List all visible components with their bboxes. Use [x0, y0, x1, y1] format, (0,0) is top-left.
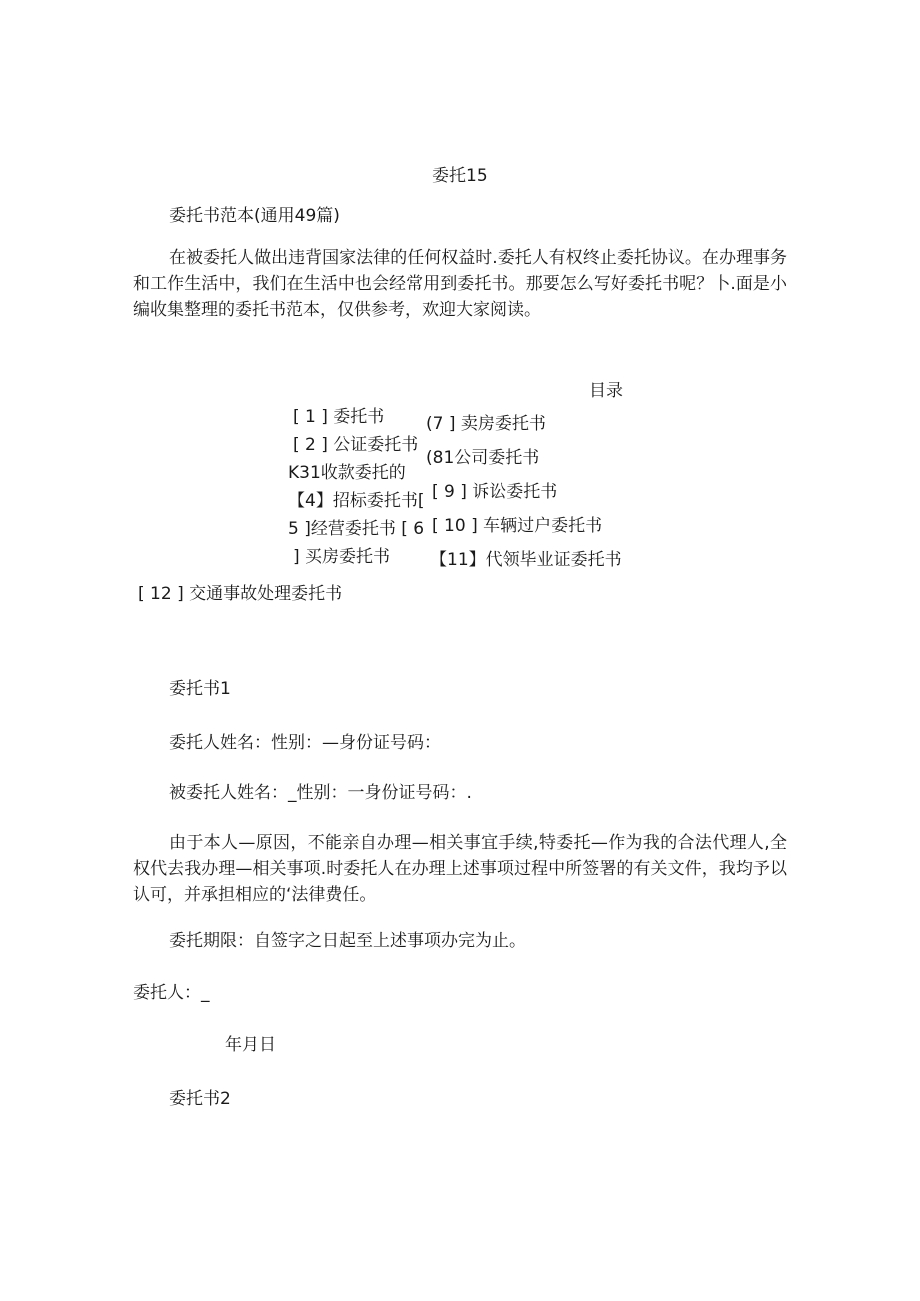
- agent-info-line: 被委托人姓名：_性别：一身份证号码：.: [169, 783, 472, 803]
- page-header: 委托15: [432, 166, 488, 186]
- toc-item[interactable]: (7 ] 卖房委托书: [426, 414, 546, 434]
- document-subtitle: 委托书范本(通用49篇): [169, 206, 340, 226]
- entrustment-body-paragraph: 由于本人—原因，不能亲自办理—相关事宜手续,特委托—作为我的合法代理人,全权代去我办理—相关事项.时委托人在办理上述事项过程中所签署的有关文件，我均予以认可，并承担相应的‘法律费任。: [133, 833, 787, 905]
- toc-item[interactable]: [ 1 ] 委托书: [293, 407, 385, 427]
- section-heading: 委托书1: [169, 679, 231, 699]
- principal-info-line: 委托人姓名：性别：—身份证号码：: [169, 733, 441, 753]
- toc-item[interactable]: 【11】代领毕业证委托书: [430, 550, 622, 570]
- toc-item[interactable]: (81公司委托书: [426, 448, 540, 468]
- intro-paragraph: 在被委托人做出违背国家法律的任何权益时.委托人有权终止委托协议。在办理事务和工作生活中，我们在生活中也会经常用到委托书。那要怎么写好委托书呢？卜.面是小编收集整理的委托书范本，仅供参考，欢迎大家阅读。: [133, 248, 787, 320]
- entrustment-term: 委托期限：自签字之日起至上述事项办完为止。: [169, 931, 526, 951]
- toc-item[interactable]: 【4】招标委托书[: [288, 491, 425, 511]
- signature-date: 年月日: [225, 1035, 276, 1055]
- toc-item[interactable]: [ 9 ] 诉讼委托书: [432, 482, 558, 502]
- toc-item[interactable]: [ 10 ] 车辆过户委托书: [432, 516, 603, 536]
- section-heading: 委托书2: [169, 1089, 231, 1109]
- toc-title: 目录: [589, 381, 623, 401]
- toc-item[interactable]: 5 ]经营委托书 [ 6: [288, 519, 425, 539]
- principal-signature: 委托人：_: [133, 983, 210, 1003]
- toc-item[interactable]: ] 买房委托书: [293, 547, 391, 567]
- toc-item[interactable]: [ 2 ] 公证委托书: [293, 435, 419, 455]
- toc-item[interactable]: K31收款委托的: [288, 463, 406, 483]
- toc-item[interactable]: [ 12 ] 交通事故处理委托书: [138, 584, 343, 604]
